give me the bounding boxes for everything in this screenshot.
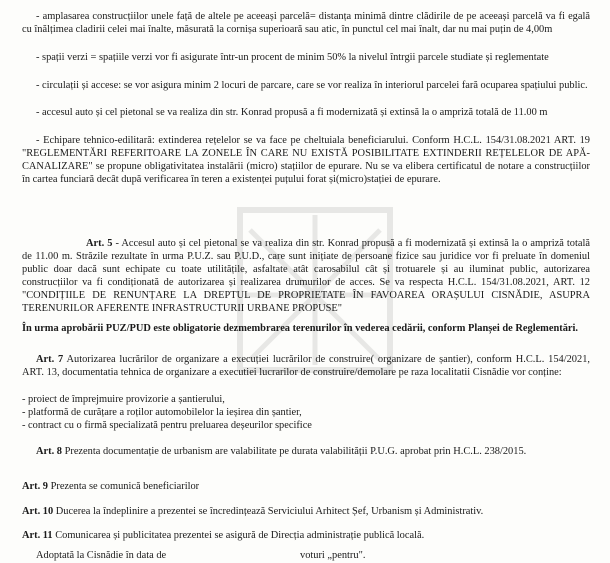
adopted-text: Adoptată la Cisnădie în data de bbox=[36, 550, 167, 561]
article-8-label: Art. 8 bbox=[36, 446, 62, 457]
article-9 bbox=[22, 480, 590, 493]
article-10-label: Art. 10 bbox=[22, 506, 54, 517]
article-5-text: - Accesul auto și cel pietonal se va realiza din str. Konrad propusă a fi modernizată și extinsă la o ampriză totală de 11.00 m. Străzile rezultate în urma P.U.Z. sau P.U.D., care sunt inițiate de persoane fizice sau juridice vor fi preluate în domeniul public doar dacă sunt echipate cu toate utilitățile, asfaltate atât carosabilul cât și trotuarele și au iluminat public, autorizarea construcțiilor va fi condiționată de autorizarea și realizarea drumurilor de acces. Se va respecta H.C.L. 154/31.08.2021, ART. 12 "CONDIȚIILE DE RENUNȚARE LA DREPTUL DE PROPRIETATE ÎN FAVOAREA ORAȘULUI CISNĂDIE, ASUPRA TERENURILOR AFERENTE INFRASTRUCTURII URBANE PROPUSE" bbox=[22, 238, 590, 314]
article-7-item: - platformă de curățare a roților automobilelor la ieșirea din șantier, bbox=[22, 407, 302, 418]
line-amplasarea: - amplasarea construcțiilor unele față de altele pe aceeași parcelă= distanța minimă dintre clădirile de pe aceeași parcelă va fi egală cu înălțimea cladirii celei mai înalte, măsurată la cornișa superioară sau atic, în punctul cel mai înalt, dar nu mai puțin de 4,00m bbox=[22, 11, 590, 35]
line-spatii-verzi: - spații verzi = spațiile verzi vor fi asigurate într-un procent de minim 50% la nivelul întrgii parcele studiate și reglementate bbox=[36, 52, 549, 63]
article-10-text: Ducerea la îndeplinire a prezentei se încredințează Serviciului Arhitect Șef, Urbanism și Administrativ. bbox=[55, 506, 484, 517]
article-9-text: Prezenta se comunică beneficiarilor bbox=[50, 481, 200, 492]
article-11-label: Art. 11 bbox=[22, 530, 53, 541]
article-9-label: Art. 9 bbox=[22, 481, 48, 492]
article-7-text: Autorizarea lucrărilor de organizare a execuției lucrărilor de construire( organizare de șantier), conform H.C.L. 154/2021, ART. 13, documentatia tehnica de organizare a executiei lucrarilor de construire/demolare pe raza localitatii Cisnădie vor conține: bbox=[22, 354, 590, 378]
article-11 bbox=[22, 529, 590, 542]
votes-text: voturi „pentru". bbox=[300, 550, 366, 561]
line-circulatii: - circulații și accese: se vor asigura minim 2 locuri de parcare, care se vor realiza în interiorul parcelei fară ocuparea spațiului public. bbox=[36, 80, 588, 91]
article-5 bbox=[22, 237, 590, 315]
article-8 bbox=[22, 445, 590, 458]
article-5-label: Art. 5 bbox=[86, 238, 113, 249]
article-7 bbox=[22, 353, 590, 379]
article-5-bold: În urma aprobării PUZ/PUD este obligatorie dezmembrarea terenurilor în vederea cedării, conform Planșei de Reglementări. bbox=[22, 323, 578, 334]
line-acces: - accesul auto și cel pietonal se va realiza din str. Konrad propusă a fi modernizată și extinsă la o ampriză totală de 11.00 m bbox=[36, 107, 548, 118]
article-8-text: Prezenta documentație de urbanism are valabilitate pe durata valabilității P.U.G. aprobat prin H.C.L. 238/2015. bbox=[64, 446, 527, 457]
article-10 bbox=[22, 505, 590, 518]
article-11-text: Comunicarea și publicitatea prezentei se asigură de Direcția administrație publică locală. bbox=[55, 530, 425, 541]
line-echipare: - Echipare tehnico-edilitară: extinderea rețelelor se va face pe cheltuiala beneficiarului. Conform H.C.L. 154/31.08.2021 ART. 19 "REGLEMENTĂRI REFERITOARE LA ZONELE ÎN CARE NU EXISTĂ POSIBILITATE EXTINDERII REȚELELOR DE APĂ-CANALIZARE" se propune obligativitatea instalării (micro) stațiilor de epurare. Nu se va elibera certificatul de notare a construcțiilor în cartea funciară decât după verificarea în teren a existenței puțului forat și(micro)stației de epurare. bbox=[22, 135, 590, 185]
article-7-label: Art. 7 bbox=[36, 354, 64, 365]
article-7-item: - proiect de împrejmuire provizorie a șantierului, bbox=[22, 394, 225, 405]
article-7-item: - contract cu o firmă specializată pentru preluarea deșeurilor specifice bbox=[22, 420, 312, 431]
